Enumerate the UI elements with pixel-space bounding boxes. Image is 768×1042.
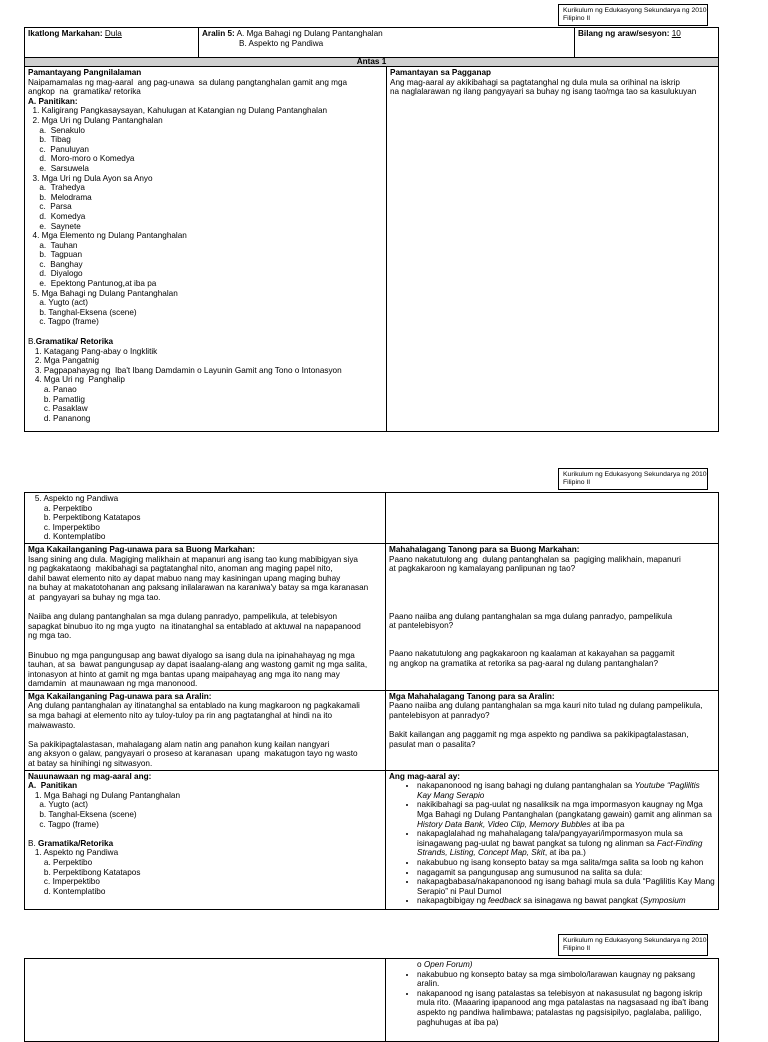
list-item: d. Komedya: [28, 211, 86, 221]
quarter-cell: [25, 28, 199, 58]
list-item: 1. Katagang Pang-abay o Ingklitik: [28, 346, 158, 356]
empty-cell: [386, 493, 719, 544]
eq-lesson-cell: [386, 690, 719, 770]
list-item: 1. Kaligirang Pangkasaysayan, Kahulugan at Katangian ng Dulang Pantanghalan: [28, 106, 328, 116]
list-item: b. Pamatlig: [28, 394, 85, 404]
list-item: 1. Aspekto ng Pandiwa: [28, 848, 119, 858]
list-item: b. Perpektibong Katatapos: [28, 867, 141, 877]
paragraph-line: tauhan, at sa bawat pangungusap ay dapat isaalang-alang ang wastong gamit ng mga salita,: [28, 660, 368, 670]
skill-italic: Youtube “Paglilitis Kay Mang Serapio: [417, 781, 700, 800]
list-item: b. Tanghal-Eksena (scene): [28, 307, 137, 317]
question-line: pantelebisyon at panradyo?: [389, 711, 490, 721]
performance-standard-cell: [387, 67, 719, 432]
performance-standard-line: Ang mag-aaral ay akikibahagi sa pagtatanghal ng dula mula sa orihinal na iskrip: [390, 77, 680, 87]
performance-standard-line: na naglalarawan ng ilang pangyayari sa buhay ng isang tao/mga tao sa kasulukuyan: [390, 87, 697, 97]
knowledge-cell: [25, 770, 386, 909]
page1-header-row: [25, 28, 719, 58]
question-line: Paano nakatutulong ang pagkakaroon ng kaalaman at kakayahan sa paggamit: [389, 648, 675, 658]
question-line: Paano nakatutulong ang dulang pantanghalan sa pagiging malikhain, mapanuri: [389, 554, 681, 564]
paragraph-line: Isang sining ang dula. Magiging malikhain at mapanuri ang isang tao kung mabibigyan siya: [28, 554, 358, 564]
days-cell: [575, 28, 719, 58]
skill-text: sa isinagawa ng bawat pangkat (: [521, 896, 643, 906]
list-item: 2. Mga Pangatnig: [28, 356, 100, 366]
question-line: at pagkakaroon ng kamalayang panlipunan ng tao?: [389, 564, 576, 574]
skill-text: nakapaglalahad ng mahahalagang tala/pangyayari/impormasyon mula sa isinagawang pag-uulat ng bawat pangkat sa tulong ng alinman sa: [417, 829, 683, 848]
skill-text: nakikibahagi sa pag-uulat ng nasaliksik na mga impormasyon kaugnay ng Mga Mga Bahagi ng Dulang Pantanghalan (pangkatang gawain) gamit ang alinman sa: [417, 800, 712, 819]
list-item: • nagagamit sa pangungusap ang sumusunod na salita sa dula:: [417, 868, 715, 878]
paragraph-line: Binubuo ng mga pangungusap ang bawat diyalogo sa isang dula na ipinahahayag ng mga: [28, 650, 355, 660]
paragraph-line: maiwawasto.: [28, 720, 76, 730]
paragraph-line: ng mga tao.: [28, 631, 72, 641]
list-item: • nakapanood ng isang patalastas sa telebisyon at nakasusulat ng bagong iskrip mula rito. (Maaaring ipapanood ang mga patalastas na nagsasaad ng iba't ibang aspekto ng pandiwa halimbawa; patalastas ng pagsisipilyo, paglalaba, paliligo, paghuhugas at iba pa): [417, 989, 715, 1027]
eu-quarter-title: Mga Kakailanganing Pag-unawa para sa Buong Markahan:: [28, 544, 256, 554]
knowledge-b-title: Gramatika/Retorika: [38, 838, 114, 848]
eu-lesson-cell: [25, 690, 386, 770]
gramatika-list: [28, 347, 383, 424]
curriculum-header-3: [558, 934, 708, 956]
list-item: c. Tagpo (frame): [28, 819, 99, 829]
skills-title: Ang mag-aaral ay:: [389, 771, 460, 781]
knowledge-skills-row: [25, 770, 719, 909]
lesson-label: Aralin 5:: [202, 29, 235, 38]
list-item: d. Diyalogo: [28, 269, 83, 279]
page3-right-cell: [386, 959, 719, 1042]
paragraph-line: Sa pakikipagtalastasan, mahalagang alam natin ang panahon kung kailan nangyari: [28, 739, 330, 749]
paragraph-line: dahil bawat elemento nito ay dapat mabuo nang may kasiningan upang maging buhay: [28, 573, 341, 583]
paragraph-line: ang aksyon o galaw, pangyayari o proseso at karanasan upang makatugon tayo ng wasto: [28, 749, 358, 759]
continued-line: [389, 960, 715, 970]
skill-text: nakapagbibigay ng: [417, 896, 489, 906]
content-standard-cell: [25, 67, 387, 432]
list-item: c. Tagpo (frame): [28, 317, 99, 327]
curriculum-header-2: [558, 468, 708, 490]
quarter-understanding-row: [25, 543, 719, 690]
eu-lesson-title: Mga Kakailanganing Pag-unawa para sa Aralin:: [28, 691, 212, 701]
aspekto-cell: [25, 493, 386, 544]
list-item: c. Panuluyan: [28, 144, 89, 154]
curriculum-subject: Filipino II: [563, 479, 591, 486]
list-item: b. Tagpuan: [28, 250, 83, 260]
list-item: e. Epektong Pantunog,at iba pa: [28, 279, 157, 289]
skill-italic: History Data Bank, Video Clip, Memory Bubbles: [417, 819, 591, 829]
list-item: c. Pasaklaw: [28, 404, 88, 414]
paragraph-line: sapagkat binubuo ito ng mga yugto na itinatanghal sa entablado at aktuwal na napapanood: [28, 621, 361, 631]
list-item: b. Tanghal-Eksena (scene): [28, 810, 137, 819]
list-item: [417, 829, 715, 858]
list-item: 5. Aspekto ng Pandiwa: [28, 494, 119, 503]
question-line: ng angkop na gramatika at retorika sa pag-aaral ng dulang pantanghalan?: [389, 658, 659, 668]
curriculum-header-1: [558, 4, 708, 26]
paragraph-line: at pangyayari sa buhay ng mga tao.: [28, 592, 161, 602]
list-item: a. Senakulo: [28, 125, 85, 135]
eu-quarter-cell: [25, 543, 386, 690]
gramatika-title: Gramatika/ Retorika: [35, 337, 114, 347]
knowledge-title: Nauunawaan ng mag-aaral ang:: [28, 771, 152, 781]
list-item: 4. Mga Uri ng Panghalip: [28, 375, 125, 385]
question-line: pasulat man o pasalita?: [389, 739, 476, 749]
paragraph-line: ng pagkakataong makibahagi sa pagtatanghal nito, anoman ang maging papel nito,: [28, 564, 333, 574]
question-line: Paano naiiba ang dulang pantanghalan sa mga kauri nito tulad ng dulang pampelikula,: [389, 701, 703, 711]
question-line: Paano naiiba ang dulang pantanghalan sa mga dulang panradyo, pampelikula: [389, 611, 673, 621]
lesson-understanding-row: [25, 690, 719, 770]
list-item: 2. Mga Uri ng Dulang Pantanghalan: [28, 115, 163, 125]
list-item: d. Pananong: [28, 413, 91, 423]
paragraph-line: damdamin at maunawaan ng mga manonood.: [28, 679, 198, 689]
list-item: c. Banghay: [28, 259, 83, 269]
list-item: e. Sarsuwela: [28, 163, 89, 173]
paragraph-line: Naiiba ang dulang pantanghalan sa mga dulang panradyo, pampelikula, at telebisyon: [28, 612, 338, 622]
page3-row: [25, 959, 719, 1042]
list-item: e. Saynete: [28, 221, 81, 231]
paragraph-line: at batay sa hinihingi ng sitwasyon.: [28, 759, 153, 769]
curriculum-title: Kurikulum ng Edukasyong Sekundarya ng 2010: [563, 7, 707, 14]
continued-italic: Open Forum): [423, 960, 473, 969]
lesson-line-a: A. Mga Bahagi ng Dulang Pantanghalan: [236, 29, 383, 38]
stage-label: Antas 1: [25, 58, 719, 67]
skill-italic: Symposium: [642, 896, 686, 906]
page1-table: [24, 27, 719, 432]
list-item: a. Perpektibo: [28, 857, 93, 867]
eq-lesson-title: Mga Mahahalagang Tanong para sa Aralin:: [389, 691, 555, 701]
content-standard-title: Pamantayang Pangnilalaman: [28, 68, 142, 77]
list-item: a. Yugto (act): [28, 298, 88, 308]
list-item: • nakabubuo ng konsepto batay sa mga simbolo/larawan kaugnay ng paksang aralin.: [417, 970, 715, 989]
list-item: b. Tibag: [28, 135, 71, 145]
skill-italic: Fact-Finding Strands, Listing, Concept Map, Skit: [417, 838, 703, 858]
paragraph-line: sa mga bahagi at elemento nito ay tuloy-tuloy pa rin ang pagtatanghal at hindi na ito: [28, 711, 333, 721]
list-item: c. Imperpektibo: [28, 877, 100, 887]
list-item: a. Tauhan: [28, 240, 78, 250]
question-line: Bakit kailangan ang paggamit ng mga aspekto ng pandiwa sa pakikipagtalastasan,: [389, 730, 689, 740]
eq-quarter-cell: [386, 543, 719, 690]
curriculum-title: Kurikulum ng Edukasyong Sekundarya ng 2010: [563, 937, 707, 944]
skills-list: [389, 781, 715, 906]
knowledge-b-heading: [28, 839, 382, 849]
content-standard-line: Naipamamalas ng mag-aaral ang pag-unawa sa dulang pangtanghalan gamit ang mga: [28, 77, 348, 87]
days-label: Bilang ng araw/sesyon:: [578, 29, 670, 38]
list-item: [417, 896, 715, 906]
curriculum-title: Kurikulum ng Edukasyong Sekundarya ng 2010: [563, 471, 707, 478]
knowledge-a-heading: [28, 781, 382, 791]
aspekto-row: [25, 493, 719, 544]
knowledge-a-title: Panitikan: [40, 781, 78, 791]
list-item: • nakabubuo ng isang konsepto batay sa mga salita/mga salita sa loob ng kahon: [417, 858, 715, 868]
quarter-value: Dula: [104, 29, 122, 38]
eq-quarter-title: Mahahalagang Tanong para sa Buong Markahan:: [389, 544, 580, 554]
gramatika-heading: [28, 337, 383, 347]
continued-prefix: o: [417, 960, 424, 969]
list-item: [417, 800, 715, 829]
list-item: d. Kontemplatibo: [28, 532, 106, 542]
list-item: c. Parsa: [28, 202, 72, 212]
list-item: 4. Mga Elemento ng Dulang Pantanghalan: [28, 231, 187, 241]
list-item: 3. Pagpapahayag ng Iba't Ibang Damdamin o Layunin Gamit ang Tono o Intonasyon: [28, 365, 342, 375]
panitikan-label: A. Panitikan:: [28, 96, 78, 106]
list-item: 1. Mga Bahagi ng Dulang Pantanghalan: [28, 790, 181, 800]
stage-row: [25, 58, 719, 67]
list-item: • nakapagbabasa/nakapanonood ng isang bahagi mula sa dula “Paglilitis Kay Mang Serapio” ni Paul Dumol: [417, 877, 715, 896]
performance-standard-title: Pamantayan sa Pagganap: [390, 68, 492, 77]
page3-table: [24, 958, 719, 1042]
skills-list-continued: [389, 970, 715, 1028]
content-standard-line: angkop na gramatika/ retorika: [28, 87, 141, 97]
question-line: at pantelebisyon?: [389, 621, 454, 631]
list-item: c. Imperpektibo: [28, 522, 100, 532]
standards-row: [25, 67, 719, 432]
curriculum-subject: Filipino II: [563, 15, 591, 22]
list-item: b. Perpektibong Katatapos: [28, 513, 141, 523]
lesson-cell: [199, 28, 575, 58]
paragraph-line: Ang dulang pantanghalan ay itinatanghal sa entablado na kung magkaroon ng pagkakamali: [28, 701, 360, 711]
list-item: a. Panao: [28, 385, 77, 394]
list-item: [417, 781, 715, 800]
list-item: a. Yugto (act): [28, 800, 88, 810]
list-item: 3. Mga Uri ng Dula Ayon sa Anyo: [28, 173, 153, 183]
skill-italic: feedback: [488, 896, 522, 906]
panitikan-list: [28, 106, 383, 327]
list-item: b. Melodrama: [28, 192, 92, 202]
page2-table: [24, 492, 719, 910]
days-value: 10: [671, 29, 681, 38]
page3-left-cell: [25, 959, 386, 1042]
curriculum-subject: Filipino II: [563, 945, 591, 952]
lesson-line-b: B. Aspekto ng Pandiwa: [239, 38, 324, 48]
skill-text: nakapanonood ng isang bahagi ng dulang pantanghalan sa: [417, 781, 635, 791]
gramatika-prefix: B.: [28, 337, 36, 347]
list-item: d. Moro-moro o Komedya: [28, 154, 135, 164]
list-item: 5. Mga Bahagi ng Dulang Pantanghalan: [28, 288, 178, 298]
skill-text: at iba pa: [590, 819, 625, 829]
skills-cell: [386, 770, 719, 909]
paragraph-line: intonasyon at hinto at gamit ng mga bantas upang maipahayag ang mga ito nang may: [28, 669, 340, 679]
list-item: d. Kontemplatibo: [28, 886, 106, 896]
quarter-label: Ikatlong Markahan:: [28, 29, 103, 38]
paragraph-line: na buhay at makatotohanan ang paksang inilalarawan na karaniwa'y batay sa mga karanasan: [28, 583, 369, 593]
knowledge-a-prefix: A.: [28, 781, 37, 791]
knowledge-b-prefix: B.: [28, 838, 36, 848]
list-item: a. Perpektibo: [28, 503, 93, 513]
skill-text: , at iba pa.): [544, 848, 586, 858]
list-item: a. Trahedya: [28, 183, 85, 193]
